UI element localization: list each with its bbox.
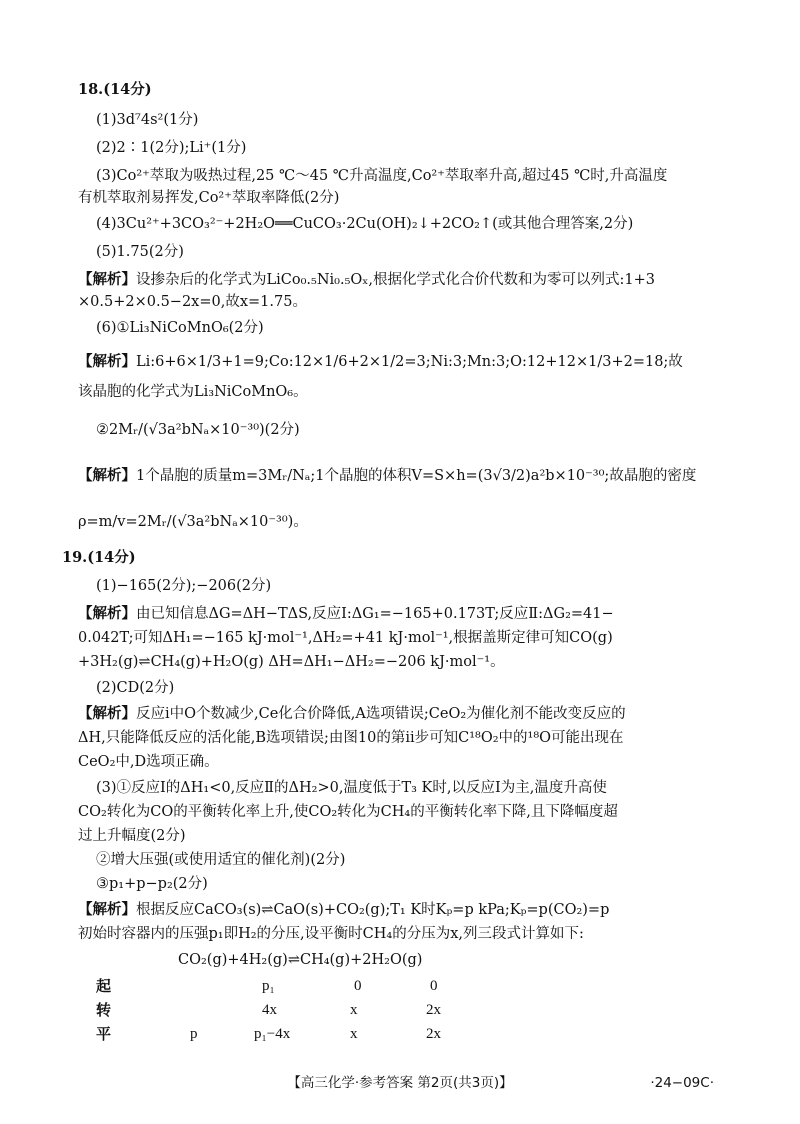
- analysis-text: 设掺杂后的化学式为LiCo₀.₅Ni₀.₅Oₓ,根据化学式化合价代数和为零可以列式:1+3: [136, 272, 656, 288]
- analysis-text: 反应ⅰ中O个数减少,Ce化合价降低,A选项错误;CeO₂为催化剂不能改变反应的: [136, 706, 626, 722]
- q18-answer-4: (4)3Cu²⁺+3CO₃²⁻+2H₂O══CuCO₃·2Cu(OH)₂↓+2CO₂↑(或其他合理答案,2分): [96, 216, 634, 232]
- q18-answer-6b: ②2Mᵣ/(√3a²bNₐ×10⁻³⁰)(2分): [96, 422, 300, 438]
- row-start-ch4: 0: [354, 978, 362, 994]
- row-eq-h2: p₁−4x: [254, 1026, 291, 1042]
- row-start-label: 起: [96, 977, 112, 995]
- q18-answer-1: (1)3d⁷4s²(1分): [96, 112, 199, 128]
- q18-answer-3b: 有机萃取剂易挥发,Co²⁺萃取率降低(2分): [78, 190, 340, 206]
- equilibrium-equation: CO₂(g)+4H₂(g)⇌CH₄(g)+2H₂O(g): [178, 952, 423, 968]
- q19-answer-3d: ②增大压强(或使用适宜的催化剂)(2分): [96, 852, 346, 868]
- q18-answer-2: (2)2∶1(2分);Li⁺(1分): [96, 140, 247, 156]
- q18-answer-3a: (3)Co²⁺萃取为吸热过程,25 ℃～45 ℃升高温度,Co²⁺萃取率升高,超过45 ℃时,升高温度: [96, 168, 668, 184]
- q18-analysis-5b: ×0.5+2×0.5−2x=0,故x=1.75。: [78, 294, 307, 310]
- q18-analysis-5a: [78, 270, 708, 290]
- q19-answer-3b: CO₂转化为CO的平衡转化率上升,使CO₂转化为CH₄的平衡转化率下降,且下降幅度超: [78, 804, 618, 820]
- row-change-label: 转: [96, 1001, 112, 1019]
- analysis-tag: 【解析】: [78, 901, 136, 918]
- q18-answer-6: (6)①Li₃NiCoMnO₆(2分): [96, 320, 264, 336]
- analysis-tag: 【解析】: [78, 705, 136, 722]
- q19-analysis-2b: ΔH,只能降低反应的活化能,B选项错误;由图10的第ⅱ步可知C¹⁸O₂中的¹⁸O可能出现在: [78, 730, 624, 746]
- analysis-tag: 【解析】: [78, 467, 136, 484]
- q19-header: 19.(14分): [62, 549, 136, 566]
- analysis-text: Li:6+6×1/3+1=9;Co:12×1/6+2×1/2=3;Ni:3;Mn:3;O:12+12×1/3+2=18;故: [136, 354, 683, 370]
- footer-code: ·24−09C·: [650, 1075, 714, 1091]
- q18-answer-5: (5)1.75(2分): [96, 244, 184, 260]
- row-eq-h2o: 2x: [426, 1026, 441, 1042]
- analysis-tag: 【解析】: [78, 271, 136, 288]
- q19-analysis-1a: [78, 604, 708, 624]
- q18-analysis-6c: [78, 466, 708, 486]
- q18-analysis-6b: 该晶胞的化学式为Li₃NiCoMnO₆。: [78, 384, 308, 400]
- analysis-tag: 【解析】: [78, 605, 136, 622]
- q19-analysis-2c: CeO₂中,D选项正确。: [78, 754, 219, 770]
- q19-answer-3a: (3)①反应Ⅰ的ΔH₁<0,反应Ⅱ的ΔH₂>0,温度低于T₃ K时,以反应Ⅰ为主,温度升高使: [96, 780, 607, 796]
- row-change-ch4: x: [350, 1002, 358, 1018]
- q19-answer-1: (1)−165(2分);−206(2分): [96, 578, 272, 594]
- q18-analysis-6d: ρ=m/v=2Mᵣ/(√3a²bNₐ×10⁻³⁰)。: [78, 514, 308, 530]
- q19-analysis-3a: [78, 900, 708, 920]
- row-start-h2o: 0: [430, 978, 438, 994]
- q18-header: 18.(14分): [78, 81, 152, 98]
- q19-analysis-2a: [78, 704, 708, 724]
- row-eq-co2: p: [190, 1026, 198, 1042]
- analysis-text: 由已知信息ΔG=ΔH−TΔS,反应Ⅰ:ΔG₁=−165+0.173T;反应Ⅱ:ΔG₂=41−: [136, 606, 614, 622]
- q19-analysis-1c: +3H₂(g)⇌CH₄(g)+H₂O(g) ΔH=ΔH₁−ΔH₂=−206 kJ·mol⁻¹。: [78, 654, 505, 670]
- analysis-tag: 【解析】: [78, 353, 136, 370]
- footer-title: 【高三化学·参考答案 第2页(共3页)】: [287, 1075, 513, 1091]
- analysis-text: 根据反应CaCO₃(s)⇌CaO(s)+CO₂(g);T₁ K时Kₚ=p kPa;Kₚ=p(CO₂)=p: [136, 902, 610, 918]
- q18-analysis-6a: [78, 352, 708, 372]
- analysis-text: 1个晶胞的质量m=3Mᵣ/Nₐ;1个晶胞的体积V=S×h=(3√3/2)a²b×10⁻³⁰;故晶胞的密度: [136, 468, 697, 484]
- row-eq-label: 平: [96, 1025, 112, 1043]
- q19-answer-3c: 过上升幅度(2分): [78, 828, 186, 844]
- q19-answer-2: (2)CD(2分): [96, 680, 175, 696]
- row-start-h2: p₁: [262, 978, 275, 994]
- row-change-h2o: 2x: [426, 1002, 441, 1018]
- q19-analysis-1b: 0.042T;可知ΔH₁=−165 kJ·mol⁻¹,ΔH₂=+41 kJ·mol⁻¹,根据盖斯定律可知CO(g): [78, 630, 613, 646]
- q19-answer-3e: ③p₁+p−p₂(2分): [96, 876, 208, 892]
- row-change-h2: 4x: [262, 1002, 277, 1018]
- row-eq-ch4: x: [350, 1026, 358, 1042]
- q19-analysis-3b: 初始时容器内的压强p₁即H₂的分压,设平衡时CH₄的分压为x,列三段式计算如下:: [78, 926, 584, 942]
